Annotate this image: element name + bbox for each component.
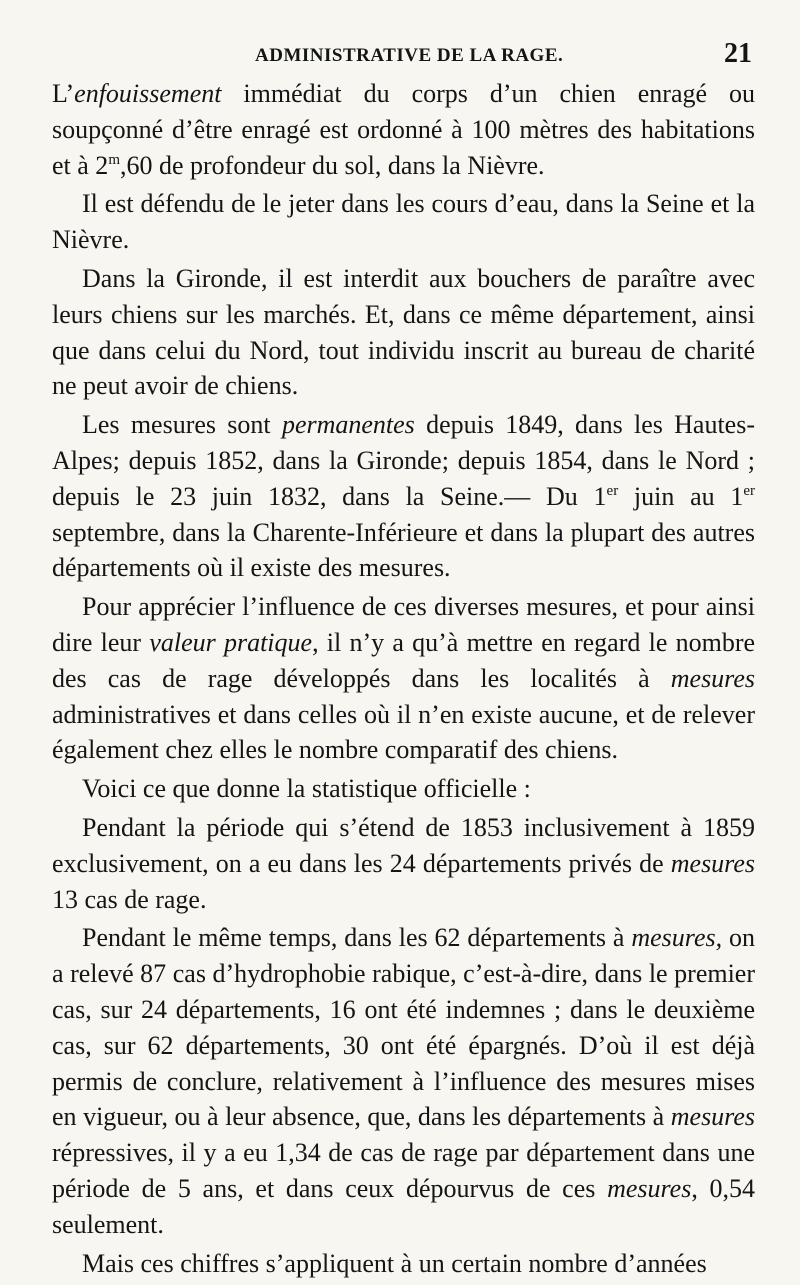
paragraph: [52, 407, 755, 586]
text-run: Les mesures sont: [82, 410, 282, 440]
text-run: Mais ces chiffres s’appliquent à un certain nombre d’années: [82, 1248, 707, 1278]
text-run: Dans la Gironde, il est interdit aux bouchers de paraître avec leurs chiens sur les marchés. Et, dans ce même département, ainsi que dans celui du Nord, tout individu inscrit au bureau de charité ne peut avoir de chiens.: [52, 263, 755, 401]
text-run: L’: [52, 79, 75, 108]
italic-text: enfouissement: [74, 79, 222, 108]
text-run: administratives et dans celles où il n’en existe aucune, et de relever également chez elles le nombre comparatif des chiens.: [52, 699, 755, 765]
text-run: , 0,54 seulement.: [52, 1173, 756, 1239]
italic-text: permanentes: [281, 410, 415, 440]
superscript: m: [108, 151, 120, 168]
text-run: répressives, il y a eu 1,34 de cas de rage par département dans une période de 5 ans, et dans ceux dépourvus de ces: [52, 1138, 755, 1203]
italic-text: mesures,: [631, 923, 723, 953]
italic-text: valeur pratique: [149, 627, 313, 657]
text-run: Pendant la période qui s’étend de 1853 inclusivement à 1859 exclusivement, on a eu dans les 24 départements privés de: [52, 812, 755, 878]
italic-text: mesures: [670, 1102, 755, 1132]
running-title: ADMINISTRATIVE DE LA RAGE.: [255, 45, 564, 66]
text-run: juin au 1: [618, 481, 744, 511]
text-run: Pour apprécier l’influence de ces diverses mesures, et pour ainsi dire leur: [52, 592, 755, 657]
paragraph: [52, 771, 755, 807]
italic-text: mesures: [670, 848, 755, 878]
page-header: [0, 36, 800, 76]
text-run: on a relevé 87 cas d’hydrophobie rabique, c’est-à-dire, dans le premier cas, sur 24 départements, 16 ont été indemnes ; dans le deuxième cas, sur 62 départements, 30 ont été épargnés. D’où il est déjà permis de conclure, relativement à l’influence des mesures mises en vigueur, ou à leur absence, que, dans les départements à: [52, 923, 755, 1132]
italic-text: mesures: [607, 1173, 692, 1203]
paragraph: [52, 810, 755, 917]
superscript: er: [606, 482, 619, 499]
text-run: depuis 1849, dans les Hautes-Alpes; depuis 1852, dans la Gironde; depuis 1854, dans le Nord ; depuis le 23 juin 1832, dans la Seine.— Du 1: [52, 410, 755, 511]
text-run: 13 cas de rage.: [52, 884, 207, 914]
body-text: [52, 76, 755, 1284]
text-run: septembre, dans la Charente-Inférieure et dans la plupart des autres départements où il existe des mesures.: [52, 517, 755, 583]
text-run: Voici ce que donne la statistique officielle :: [82, 774, 531, 804]
paragraph: [52, 589, 755, 768]
superscript: er: [743, 482, 755, 499]
paragraph: [52, 76, 755, 183]
italic-text: mesures: [670, 663, 755, 693]
page-number: 21: [724, 38, 752, 69]
text-run: immédiat du corps d’un chien enragé ou soupçonné d’être enragé est ordonné à 100 mètres des habitations et à 2: [52, 79, 755, 180]
paragraph: [52, 1246, 755, 1282]
text-run: , il n’y a qu’à mettre en regard le nombre des cas de rage développés dans les localités à: [52, 627, 756, 693]
text-run: ,60 de profondeur du sol, dans la Nièvre.: [119, 150, 545, 180]
paragraph: [52, 186, 755, 258]
text-run: Il est défendu de le jeter dans les cours d’eau, dans la Seine et la Nièvre.: [52, 189, 755, 255]
text-run: Pendant le même temps, dans les 62 départements à: [82, 923, 632, 953]
paragraph: [52, 261, 755, 404]
paragraph: [52, 920, 755, 1242]
